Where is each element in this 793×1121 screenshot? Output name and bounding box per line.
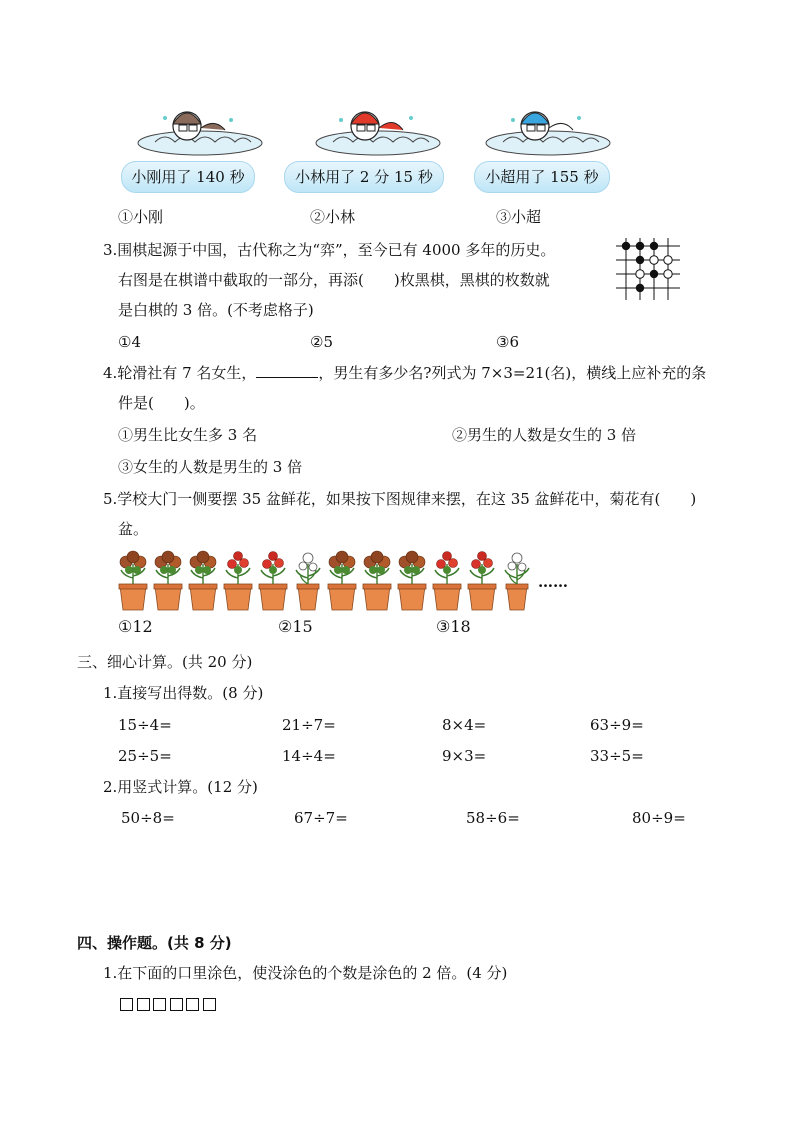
chrysanthemum-pot [189, 551, 217, 610]
q3-text-line3: 是白棋的 3 倍。(不考虑格子) [118, 301, 314, 319]
q4-option-2[interactable]: ②男生的人数是女生的 3 倍 [452, 426, 637, 444]
vertical-calc-item: 80÷9= [632, 809, 686, 827]
time-label-xiaolin: 小林用了 2 分 15 秒 [284, 161, 444, 193]
go-board-diagram [614, 238, 682, 302]
calc-item: 8×4= [442, 716, 487, 734]
red-flower-pot [468, 552, 496, 611]
q2-option-3[interactable]: ③小超 [496, 208, 542, 226]
vertical-calc-item: 58÷6= [466, 809, 520, 827]
flower-ellipsis: …… [538, 573, 568, 591]
q3-text-line1: 3.围棋起源于中国，古代称之为“弈”，至今已有 4000 多年的历史。 [103, 241, 556, 259]
q5-option-2[interactable]: ②15 [278, 617, 313, 636]
calc-item: 9×3= [442, 747, 487, 765]
color-box[interactable] [120, 998, 133, 1011]
color-box[interactable] [137, 998, 150, 1011]
q2-option-1[interactable]: ①小刚 [118, 208, 164, 226]
red-flower-pot [224, 552, 252, 611]
chrysanthemum-pot [363, 551, 391, 610]
q3-text-line2: 右图是在棋谱中截取的一部分，再添( )枚黑棋，黑棋的枚数就 [118, 271, 550, 289]
section3-sub1: 1.直接写出得数。(8 分) [103, 684, 264, 702]
calc-item: 63÷9= [590, 716, 644, 734]
vertical-calc-item: 67÷7= [294, 809, 348, 827]
q3-option-3[interactable]: ③6 [496, 333, 519, 351]
q5-text-line2: 盆。 [118, 520, 149, 538]
chrysanthemum-pot [154, 551, 182, 610]
swimmer-xiaochao-illustration [483, 98, 613, 158]
red-flower-pot [433, 552, 461, 611]
vertical-calc-item: 50÷8= [121, 809, 175, 827]
calc-item: 33÷5= [590, 747, 644, 765]
calc-item: 25÷5= [118, 747, 172, 765]
chrysanthemum-pot [398, 551, 426, 610]
flower-pots-pattern [118, 550, 538, 612]
q4-fill-blank[interactable] [256, 363, 318, 378]
swimmer-xiaogang-illustration [135, 98, 265, 158]
red-flower-pot [259, 552, 287, 611]
q4-option-1[interactable]: ①男生比女生多 3 名 [118, 426, 258, 444]
calc-item: 15÷4= [118, 716, 172, 734]
q5-option-1[interactable]: ①12 [118, 617, 153, 636]
q5-option-3[interactable]: ③18 [436, 617, 471, 636]
section3-sub2: 2.用竖式计算。(12 分) [103, 778, 258, 796]
chrysanthemum-pot [119, 551, 147, 610]
section4-title: 四、操作题。(共 8 分) [77, 934, 232, 952]
time-label-xiaogang: 小刚用了 140 秒 [121, 161, 255, 193]
q5-text-line1: 5.学校大门一侧要摆 35 盆鲜花，如果按下图规律来摆，在这 35 盆鲜花中，菊花有( ) [103, 490, 697, 508]
white-flower-pot [505, 553, 529, 610]
q2-option-2[interactable]: ②小林 [310, 208, 356, 226]
q3-option-2[interactable]: ②5 [310, 333, 333, 351]
calc-item: 14÷4= [282, 747, 336, 765]
color-box[interactable] [153, 998, 166, 1011]
calc-item: 21÷7= [282, 716, 336, 734]
color-box[interactable] [170, 998, 183, 1011]
q4-text-part-b: ，男生有多少名?列式为 7×3=21(名)，横线上应补充的条 [318, 364, 707, 382]
color-box[interactable] [186, 998, 199, 1011]
coloring-boxes [120, 994, 219, 1014]
white-flower-pot [296, 553, 320, 610]
color-box[interactable] [203, 998, 216, 1011]
swimmer-xiaolin-illustration [313, 98, 443, 158]
q4-text-line1 [103, 363, 706, 383]
q4-option-3[interactable]: ③女生的人数是男生的 3 倍 [118, 458, 303, 476]
section3-title: 三、细心计算。(共 20 分) [77, 653, 253, 671]
q4-text-line2: 件是( )。 [118, 394, 205, 412]
section4-sub1: 1.在下面的口里涂色，使没涂色的个数是涂色的 2 倍。(4 分) [103, 964, 508, 982]
time-label-xiaochao: 小超用了 155 秒 [474, 161, 610, 193]
q3-option-1[interactable]: ①4 [118, 333, 141, 351]
chrysanthemum-pot [328, 551, 356, 610]
q4-text-part-a: 4.轮滑社有 7 名女生， [103, 364, 257, 382]
